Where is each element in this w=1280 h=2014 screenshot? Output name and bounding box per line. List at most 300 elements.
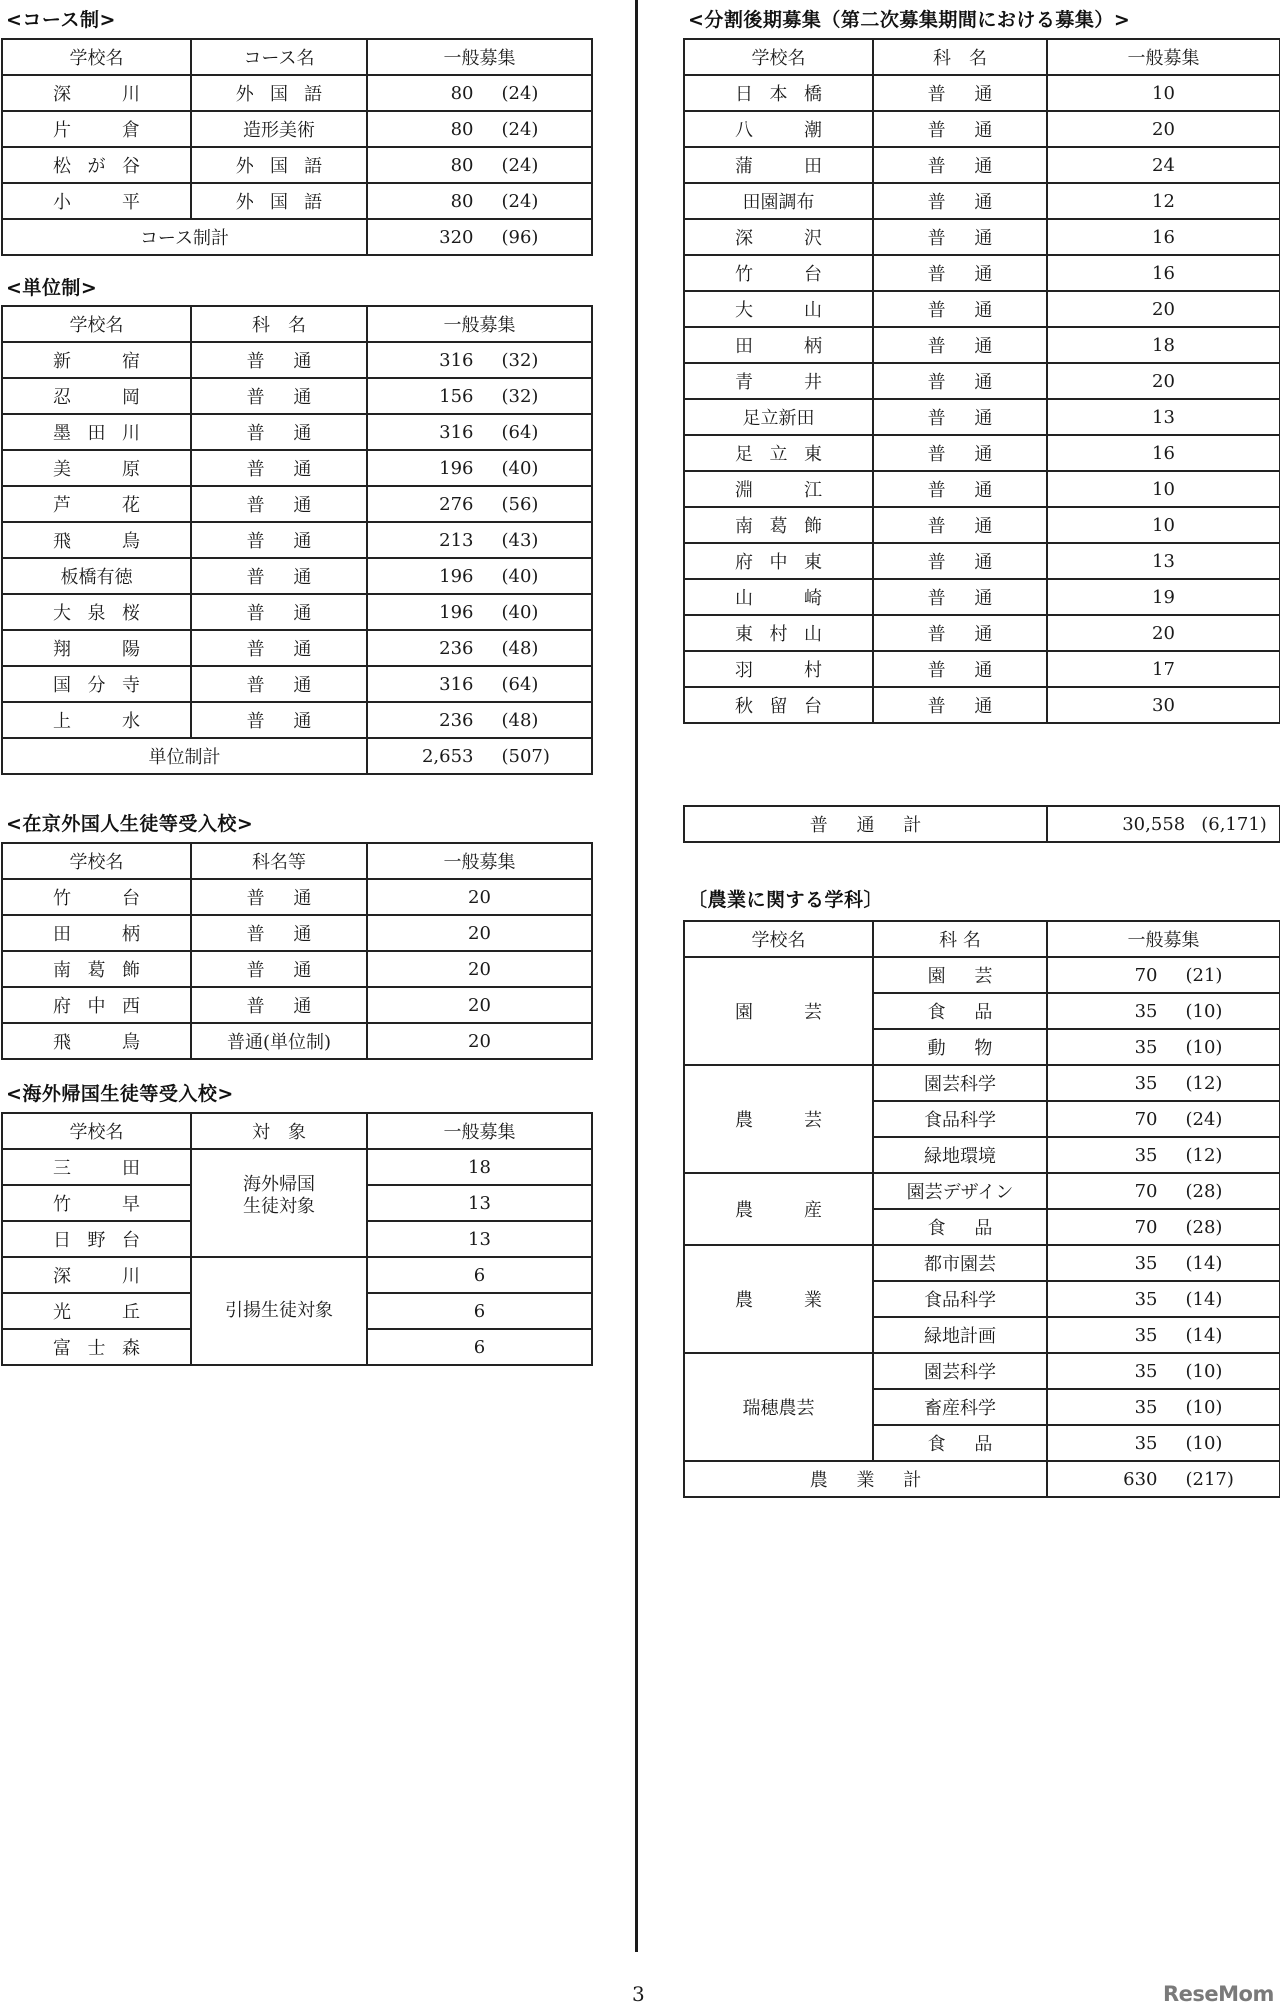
recruit-count-cell: 6 bbox=[367, 1293, 592, 1329]
section-title-agriculture: 〔農業に関する学科〕 bbox=[688, 889, 884, 911]
recruit-count-cell: 20 bbox=[367, 915, 592, 951]
school-name-char: 竹 bbox=[53, 888, 71, 909]
recruit-count-cell: 20 bbox=[1047, 615, 1280, 651]
table-row bbox=[2, 1023, 592, 1059]
school-name bbox=[685, 80, 872, 106]
school-name-cell bbox=[684, 75, 873, 111]
recruit-count-paren: (14) bbox=[1185, 1324, 1223, 1346]
table-row bbox=[684, 957, 1280, 993]
dept-cell: 普通 bbox=[191, 987, 367, 1023]
school-name-char: 泉 bbox=[87, 603, 106, 624]
table-row bbox=[2, 702, 592, 738]
school-name-char: 秋 bbox=[735, 696, 753, 717]
school-name-char: 台 bbox=[122, 888, 140, 909]
recruit-count-cell: 20 bbox=[1047, 363, 1280, 399]
school-name-char: 葛 bbox=[87, 960, 106, 981]
school-name-char: 崎 bbox=[804, 588, 822, 609]
school-name bbox=[685, 512, 872, 538]
school-name-char: 鳥 bbox=[122, 1032, 140, 1053]
school-name-char: 川 bbox=[122, 423, 140, 444]
dept-cell: 食品 bbox=[873, 1209, 1047, 1245]
recruit-count-paren: (10) bbox=[1185, 1360, 1223, 1382]
recruit-count: 35 bbox=[1134, 1144, 1158, 1166]
table-row bbox=[2, 1257, 592, 1293]
school-name-char: 忍 bbox=[53, 387, 71, 408]
agriculture-table bbox=[683, 920, 1280, 1498]
recruit-count: 196 bbox=[439, 601, 474, 623]
school-name bbox=[3, 188, 190, 214]
recruit-count-paren: (24) bbox=[501, 154, 539, 176]
recruit-count-cell bbox=[367, 594, 592, 630]
total-row bbox=[2, 219, 592, 255]
school-name bbox=[3, 527, 190, 553]
table-header-row bbox=[684, 39, 1280, 75]
school-name-cell bbox=[2, 111, 191, 147]
school-name-cell bbox=[684, 687, 873, 723]
recruit-count: 316 bbox=[439, 349, 474, 371]
total-row bbox=[684, 1461, 1280, 1497]
table-row bbox=[684, 399, 1280, 435]
table-row bbox=[684, 543, 1280, 579]
recruit-count-paren: (10) bbox=[1185, 1396, 1223, 1418]
recruit-count-cell bbox=[367, 414, 592, 450]
school-name-cell bbox=[684, 471, 873, 507]
school-name bbox=[3, 635, 190, 661]
recruit-count: 630 bbox=[1123, 1468, 1158, 1490]
recruit-count-paren: (43) bbox=[501, 529, 539, 551]
recruit-count: 35 bbox=[1134, 1288, 1158, 1310]
school-name-char: 川 bbox=[122, 1266, 140, 1287]
school-name-char: 日 bbox=[53, 1230, 71, 1251]
school-name-cell bbox=[2, 558, 191, 594]
school-name-char: 倉 bbox=[122, 120, 140, 141]
recruit-count: 236 bbox=[439, 709, 474, 731]
school-name bbox=[685, 620, 872, 646]
recruit-count-cell bbox=[1047, 1137, 1280, 1173]
recruit-count-cell bbox=[1047, 1101, 1280, 1137]
recruit-count: 80 bbox=[450, 118, 474, 140]
dept-cell: 動物 bbox=[873, 1029, 1047, 1065]
school-name-char: 田園調布 bbox=[742, 192, 815, 213]
dept-cell: 食品科学 bbox=[873, 1101, 1047, 1137]
table-row bbox=[684, 327, 1280, 363]
recruit-count-paren: (32) bbox=[501, 385, 539, 407]
table-row bbox=[2, 558, 592, 594]
recruit-count: 35 bbox=[1134, 1360, 1158, 1382]
dept-cell: 普通 bbox=[191, 702, 367, 738]
school-name bbox=[3, 1190, 190, 1216]
school-name-char: 松 bbox=[53, 156, 71, 177]
dept-cell: 普通 bbox=[873, 291, 1047, 327]
school-name-char: 深 bbox=[53, 84, 71, 105]
column-header: 学校名 bbox=[2, 843, 191, 879]
table-row bbox=[2, 915, 592, 951]
school-group-cell bbox=[684, 957, 873, 1065]
school-name bbox=[3, 707, 190, 733]
recruit-count-cell: 17 bbox=[1047, 651, 1280, 687]
school-name bbox=[3, 152, 190, 178]
school-name-cell bbox=[2, 1023, 191, 1059]
recruit-count-paren: (32) bbox=[501, 349, 539, 371]
dept-cell: 普通 bbox=[873, 435, 1047, 471]
total-label: 農業計 bbox=[684, 1461, 1047, 1497]
school-name-char: 墨 bbox=[53, 423, 71, 444]
school-name-cell bbox=[2, 1221, 191, 1257]
recruit-count-cell bbox=[1047, 957, 1280, 993]
recruit-count-cell: 30 bbox=[1047, 687, 1280, 723]
school-name-cell bbox=[684, 651, 873, 687]
recruit-count-cell: 18 bbox=[1047, 327, 1280, 363]
recruit-count-cell bbox=[1047, 1029, 1280, 1065]
dept-cell: 畜産科学 bbox=[873, 1389, 1047, 1425]
recruit-count-cell: 20 bbox=[367, 1023, 592, 1059]
recruit-count: 80 bbox=[450, 82, 474, 104]
dept-cell: 食品 bbox=[873, 1425, 1047, 1461]
school-name-char: 柄 bbox=[122, 924, 140, 945]
section-title-credit: <単位制> bbox=[6, 277, 98, 299]
recruit-count: 2,653 bbox=[421, 745, 474, 767]
school-name-cell bbox=[684, 579, 873, 615]
dept-cell: 普通 bbox=[191, 342, 367, 378]
column-header: 学校名 bbox=[2, 39, 191, 75]
column-header: コース名 bbox=[191, 39, 367, 75]
school-name-cell bbox=[2, 987, 191, 1023]
dept-cell: 外国語 bbox=[191, 147, 367, 183]
school-name-cell bbox=[684, 435, 873, 471]
school-name-char: 東 bbox=[804, 552, 822, 573]
school-name-cell bbox=[2, 342, 191, 378]
recruit-count-cell: 6 bbox=[367, 1329, 592, 1365]
course-table bbox=[1, 38, 593, 256]
school-name bbox=[685, 224, 872, 250]
school-name-cell bbox=[2, 915, 191, 951]
total-label: 単位制計 bbox=[2, 738, 367, 774]
school-name bbox=[3, 1298, 190, 1324]
school-name-char: 淵 bbox=[735, 480, 753, 501]
table-row bbox=[684, 651, 1280, 687]
recruit-count-paren: (40) bbox=[501, 457, 539, 479]
school-name bbox=[3, 455, 190, 481]
school-name-cell bbox=[684, 219, 873, 255]
recruit-count-cell bbox=[367, 738, 592, 774]
recruit-count: 70 bbox=[1134, 1108, 1158, 1130]
recruit-count: 80 bbox=[450, 190, 474, 212]
dept-cell: 普通 bbox=[873, 147, 1047, 183]
recruit-count-paren: (217) bbox=[1185, 1468, 1234, 1490]
table-row bbox=[2, 378, 592, 414]
school-name bbox=[3, 347, 190, 373]
foreign-students-table bbox=[1, 842, 593, 1060]
school-name-cell bbox=[2, 1185, 191, 1221]
school-name-cell bbox=[684, 327, 873, 363]
recruit-count: 236 bbox=[439, 637, 474, 659]
school-name-char: 東 bbox=[735, 624, 753, 645]
school-name-char: 芸 bbox=[804, 1110, 822, 1131]
school-name-char: 飛 bbox=[53, 1032, 71, 1053]
dept-cell: 緑地計画 bbox=[873, 1317, 1047, 1353]
school-name-cell bbox=[2, 75, 191, 111]
school-name-cell bbox=[2, 450, 191, 486]
dept-cell: 普通 bbox=[873, 183, 1047, 219]
school-name-char: 森 bbox=[122, 1338, 140, 1359]
recruit-count-cell bbox=[1047, 1389, 1280, 1425]
school-name bbox=[3, 80, 190, 106]
dept-cell: 普通 bbox=[191, 558, 367, 594]
dept-cell: 普通 bbox=[873, 399, 1047, 435]
recruit-count-cell: 13 bbox=[367, 1185, 592, 1221]
school-name-char: 大 bbox=[53, 603, 71, 624]
recruit-count: 35 bbox=[1134, 1000, 1158, 1022]
school-name-cell bbox=[684, 543, 873, 579]
table-row bbox=[684, 363, 1280, 399]
recruit-count-cell: 20 bbox=[367, 879, 592, 915]
recruit-count-cell bbox=[367, 147, 592, 183]
school-name bbox=[685, 116, 872, 142]
school-name-char: 片 bbox=[53, 120, 71, 141]
school-name bbox=[685, 692, 872, 718]
school-name bbox=[685, 1394, 872, 1420]
school-name-char: 岡 bbox=[122, 387, 140, 408]
recruit-count-cell bbox=[1047, 993, 1280, 1029]
recruit-count-cell: 10 bbox=[1047, 471, 1280, 507]
recruit-count-cell bbox=[367, 75, 592, 111]
recruit-count-paren: (10) bbox=[1185, 1000, 1223, 1022]
school-name-cell bbox=[684, 507, 873, 543]
recruit-count-cell bbox=[1047, 1209, 1280, 1245]
recruit-count: 70 bbox=[1134, 1216, 1158, 1238]
resemom-logo: ReseMom bbox=[1163, 1982, 1274, 2006]
dept-cell: 普通 bbox=[191, 414, 367, 450]
recruit-count-paren: (96) bbox=[501, 226, 539, 248]
recruit-count: 30,558 bbox=[1122, 813, 1186, 835]
table-row bbox=[684, 255, 1280, 291]
recruit-count-cell bbox=[1047, 1353, 1280, 1389]
school-name-char: 飛 bbox=[53, 531, 71, 552]
school-name-cell bbox=[684, 363, 873, 399]
table-row bbox=[2, 342, 592, 378]
school-name-char: 竹 bbox=[53, 1194, 71, 1215]
school-name bbox=[685, 998, 872, 1024]
school-name bbox=[3, 1262, 190, 1288]
school-name-char: 鳥 bbox=[122, 531, 140, 552]
returnee-table bbox=[1, 1112, 593, 1366]
school-name bbox=[685, 260, 872, 286]
recruit-count: 316 bbox=[439, 421, 474, 443]
school-name-char: 平 bbox=[122, 192, 140, 213]
target-cell bbox=[191, 1149, 367, 1257]
table-row bbox=[2, 951, 592, 987]
recruit-count-cell bbox=[1047, 1425, 1280, 1461]
recruit-count-cell bbox=[367, 378, 592, 414]
school-name-char: 板橋有徳 bbox=[60, 567, 133, 588]
recruit-count-cell bbox=[367, 630, 592, 666]
school-name-cell bbox=[2, 594, 191, 630]
dept-cell: 普通 bbox=[873, 543, 1047, 579]
table-row bbox=[684, 579, 1280, 615]
school-name-cell bbox=[2, 1293, 191, 1329]
page-number: 3 bbox=[632, 1982, 645, 2006]
table-row bbox=[684, 435, 1280, 471]
recruit-count-paren: (40) bbox=[501, 565, 539, 587]
school-name-char: 南 bbox=[735, 516, 753, 537]
recruit-count: 156 bbox=[439, 385, 474, 407]
school-name-cell bbox=[2, 378, 191, 414]
recruit-count-paren: (10) bbox=[1185, 1432, 1223, 1454]
target-label: 海外帰国 bbox=[243, 1174, 315, 1195]
recruit-count-cell: 20 bbox=[1047, 291, 1280, 327]
school-name-cell bbox=[2, 486, 191, 522]
table-row bbox=[684, 471, 1280, 507]
recruit-count-paren: (12) bbox=[1185, 1144, 1223, 1166]
recruit-count-cell bbox=[367, 522, 592, 558]
column-header: 一般募集 bbox=[367, 39, 592, 75]
school-name-char: 留 bbox=[769, 696, 788, 717]
dept-cell: 普通 bbox=[873, 219, 1047, 255]
school-name-char: 台 bbox=[804, 696, 822, 717]
school-name-char: 東 bbox=[804, 444, 822, 465]
school-name-cell bbox=[684, 615, 873, 651]
school-name-char: 田 bbox=[122, 1158, 140, 1179]
total-row bbox=[684, 806, 1280, 842]
dept-cell: 普通 bbox=[191, 666, 367, 702]
school-name-cell bbox=[684, 399, 873, 435]
school-name bbox=[3, 1334, 190, 1360]
dept-cell: 普通 bbox=[873, 651, 1047, 687]
column-header: 一般募集 bbox=[367, 306, 592, 342]
recruit-count-paren: (14) bbox=[1185, 1252, 1223, 1274]
table-row bbox=[2, 147, 592, 183]
school-name-cell bbox=[684, 111, 873, 147]
dept-cell: 普通 bbox=[873, 255, 1047, 291]
recruit-count-paren: (40) bbox=[501, 601, 539, 623]
recruit-count: 320 bbox=[439, 226, 474, 248]
column-header: 科名等 bbox=[191, 843, 367, 879]
recruit-count: 276 bbox=[439, 493, 474, 515]
recruit-count-cell bbox=[1047, 1173, 1280, 1209]
dept-cell: 普通 bbox=[191, 594, 367, 630]
school-name-char: 足 bbox=[735, 444, 753, 465]
school-name-char: 山 bbox=[804, 300, 822, 321]
school-name-char: 葛 bbox=[769, 516, 788, 537]
recruit-count-cell bbox=[367, 342, 592, 378]
recruit-count-cell: 10 bbox=[1047, 75, 1280, 111]
school-name-char: 瑞穂農芸 bbox=[742, 1398, 815, 1419]
column-header: 一般募集 bbox=[1047, 921, 1280, 957]
table-row bbox=[2, 450, 592, 486]
dept-cell: 普通 bbox=[873, 363, 1047, 399]
school-name-char: 新 bbox=[53, 351, 71, 372]
school-group-cell bbox=[684, 1245, 873, 1353]
school-name bbox=[685, 1106, 872, 1132]
school-name bbox=[3, 884, 190, 910]
recruit-count-paren: (48) bbox=[501, 709, 539, 731]
school-name-char: 翔 bbox=[53, 639, 71, 660]
school-name-char: 陽 bbox=[122, 639, 140, 660]
school-name-cell bbox=[2, 666, 191, 702]
dept-cell: 食品 bbox=[873, 993, 1047, 1029]
target-label: 引揚生徒対象 bbox=[225, 1300, 333, 1321]
table-row bbox=[2, 75, 592, 111]
recruit-count-cell: 24 bbox=[1047, 147, 1280, 183]
recruit-count-cell bbox=[1047, 1245, 1280, 1281]
recruit-count-cell bbox=[367, 450, 592, 486]
school-name bbox=[685, 584, 872, 610]
school-name-char: 田 bbox=[735, 336, 753, 357]
school-name-char: 府 bbox=[53, 996, 71, 1017]
school-name-cell bbox=[2, 1257, 191, 1293]
school-name-char: 花 bbox=[122, 495, 140, 516]
recruit-count-cell bbox=[1047, 1065, 1280, 1101]
school-name-char: 農 bbox=[735, 1200, 753, 1221]
school-name-char: 南 bbox=[53, 960, 71, 981]
school-name bbox=[3, 383, 190, 409]
school-name-char: 園 bbox=[735, 1002, 753, 1023]
table-row bbox=[684, 183, 1280, 219]
school-name-char: 寺 bbox=[122, 675, 140, 696]
table-row bbox=[2, 522, 592, 558]
table-row bbox=[2, 486, 592, 522]
dept-cell: 普通 bbox=[191, 879, 367, 915]
recruit-count-paren: (12) bbox=[1185, 1072, 1223, 1094]
recruit-count-paren: (24) bbox=[501, 118, 539, 140]
school-name bbox=[3, 563, 190, 589]
recruit-count-cell: 13 bbox=[1047, 399, 1280, 435]
school-name-char: 丘 bbox=[122, 1302, 140, 1323]
school-name bbox=[685, 476, 872, 502]
school-name-char: 村 bbox=[769, 624, 788, 645]
column-header: 一般募集 bbox=[367, 1113, 592, 1149]
column-divider bbox=[635, 0, 638, 1952]
school-name-cell bbox=[2, 630, 191, 666]
recruit-count: 80 bbox=[450, 154, 474, 176]
target-cell bbox=[191, 1257, 367, 1365]
dept-cell: 都市園芸 bbox=[873, 1245, 1047, 1281]
school-name-char: 八 bbox=[735, 120, 753, 141]
school-name-char: 田 bbox=[804, 156, 822, 177]
table-row bbox=[684, 1245, 1280, 1281]
recruit-count-paren: (48) bbox=[501, 637, 539, 659]
school-name bbox=[3, 491, 190, 517]
school-name-char: 芸 bbox=[804, 1002, 822, 1023]
school-name bbox=[685, 332, 872, 358]
table-header-row bbox=[2, 1113, 592, 1149]
school-name-char: 羽 bbox=[735, 660, 753, 681]
school-name bbox=[685, 440, 872, 466]
school-name-char: 田 bbox=[53, 924, 71, 945]
table-header-row bbox=[2, 39, 592, 75]
table-row bbox=[684, 615, 1280, 651]
column-header: 一般募集 bbox=[367, 843, 592, 879]
recruit-count-cell: 10 bbox=[1047, 507, 1280, 543]
school-name-char: 谷 bbox=[122, 156, 140, 177]
school-name-char: 飾 bbox=[122, 960, 140, 981]
school-name-char: 中 bbox=[87, 996, 106, 1017]
recruit-count-cell bbox=[367, 666, 592, 702]
recruit-count-cell: 18 bbox=[367, 1149, 592, 1185]
dept-cell: 普通(単位制) bbox=[191, 1023, 367, 1059]
school-name-char: が bbox=[87, 156, 106, 177]
school-name-char: 青 bbox=[735, 372, 753, 393]
recruit-count-paren: (28) bbox=[1185, 1216, 1223, 1238]
school-name bbox=[685, 188, 872, 214]
school-name-char: 国 bbox=[53, 675, 71, 696]
school-name-cell bbox=[2, 1149, 191, 1185]
dept-cell: 園芸 bbox=[873, 957, 1047, 993]
school-name-char: 竹 bbox=[735, 264, 753, 285]
dept-cell: 普通 bbox=[873, 75, 1047, 111]
school-name-cell bbox=[2, 414, 191, 450]
school-name bbox=[685, 404, 872, 430]
